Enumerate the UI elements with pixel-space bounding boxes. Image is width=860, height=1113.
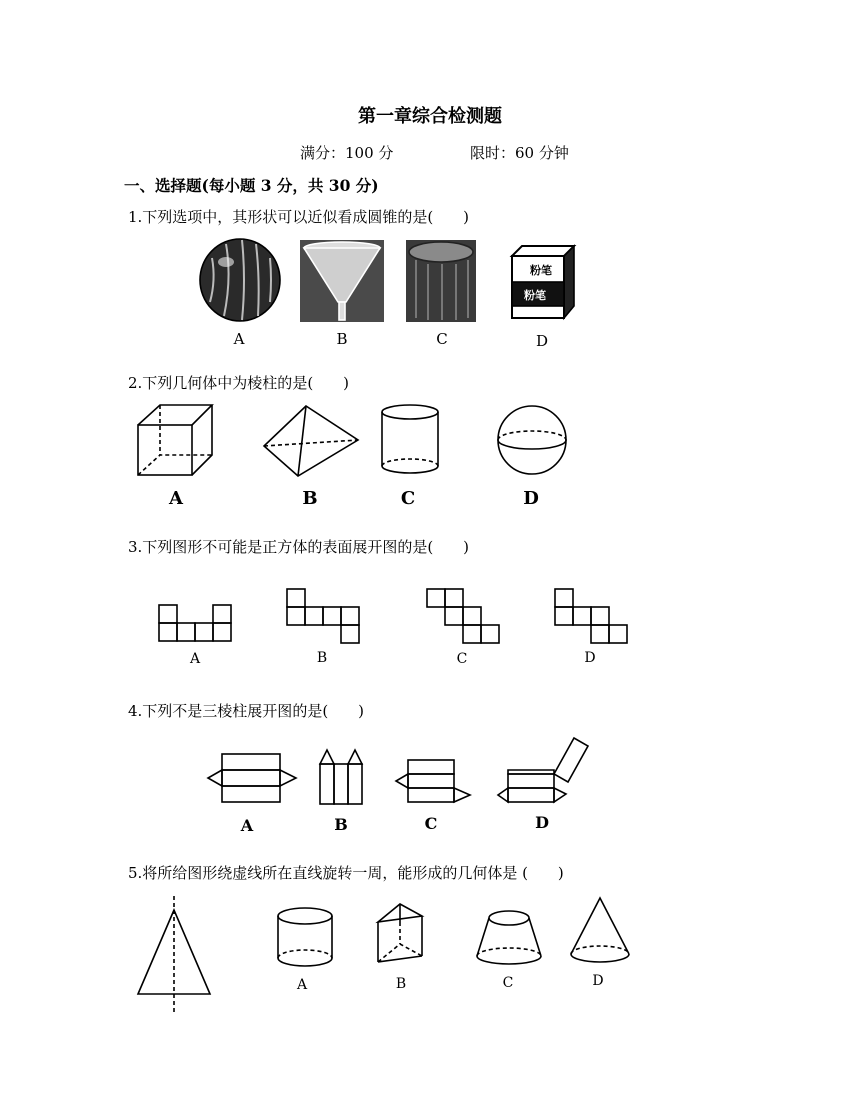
- time-limit: 限时：60 分钟: [470, 144, 569, 162]
- prism-net-b-figure: [318, 748, 366, 806]
- net-c-figure: [426, 588, 500, 644]
- net-b-figure: [286, 588, 360, 644]
- q2-option-c: C: [400, 488, 416, 509]
- q2-option-b: B: [302, 488, 318, 509]
- question-4-stem: 4.下列不是三棱柱展开图的是( ): [128, 702, 365, 720]
- q1-option-a: A: [233, 330, 245, 348]
- chalk-label-front: 粉笔: [524, 289, 546, 302]
- cylinder-figure: [380, 404, 440, 476]
- chalk-box-image: [508, 244, 576, 322]
- q4-option-c: C: [424, 814, 438, 833]
- full-score: 满分：100 分: [300, 144, 394, 162]
- q1-option-b: B: [336, 330, 348, 348]
- q3-option-c: C: [456, 651, 468, 667]
- frustum-option-figure: [474, 908, 544, 966]
- q3-option-a: A: [189, 651, 201, 667]
- q5-option-c: C: [502, 975, 514, 991]
- prism-net-c-figure: [394, 758, 474, 806]
- q2-option-d: D: [523, 488, 539, 509]
- watermelon-image: [198, 238, 282, 322]
- cone-option-figure: [568, 896, 632, 966]
- q4-option-d: D: [535, 813, 549, 832]
- page-title: 第一章综合检测题: [358, 106, 502, 127]
- triangular-prism-option-figure: [376, 902, 424, 968]
- question-5-stem: 5.将所给图形绕虚线所在直线旋转一周，能形成的几何体是 ( ): [128, 864, 564, 882]
- question-1-stem: 1.下列选项中，其形状可以近似看成圆锥的是( ): [128, 208, 470, 226]
- question-2-stem: 2.下列几何体中为棱柱的是( ): [128, 374, 350, 392]
- q2-option-a: A: [169, 488, 183, 509]
- q5-option-d: D: [592, 973, 604, 989]
- net-a-figure: [158, 604, 232, 642]
- q3-option-d: D: [584, 650, 596, 666]
- rotation-triangle-figure: [136, 894, 214, 1014]
- cuboid-figure: [136, 403, 216, 477]
- q1-option-d: D: [535, 332, 549, 350]
- stump-image: [406, 240, 476, 322]
- q5-option-a: A: [296, 977, 308, 993]
- q5-option-b: B: [395, 976, 407, 992]
- pyramid-figure: [262, 404, 360, 478]
- cylinder-option-figure: [276, 906, 334, 968]
- q1-option-c: C: [436, 330, 448, 348]
- sphere-figure: [496, 404, 568, 476]
- prism-net-d-figure: [496, 734, 592, 806]
- q3-option-b: B: [316, 650, 328, 666]
- q4-option-b: B: [334, 815, 348, 834]
- funnel-image: [300, 240, 384, 322]
- section-heading: 一、选择题(每小题 3 分，共 30 分): [124, 176, 379, 195]
- q4-option-a: A: [240, 816, 254, 835]
- question-3-stem: 3.下列图形不可能是正方体的表面展开图的是( ): [128, 538, 470, 556]
- net-d-figure: [554, 588, 628, 644]
- chalk-label-top: 粉笔: [530, 264, 552, 277]
- prism-net-a-figure: [206, 752, 298, 804]
